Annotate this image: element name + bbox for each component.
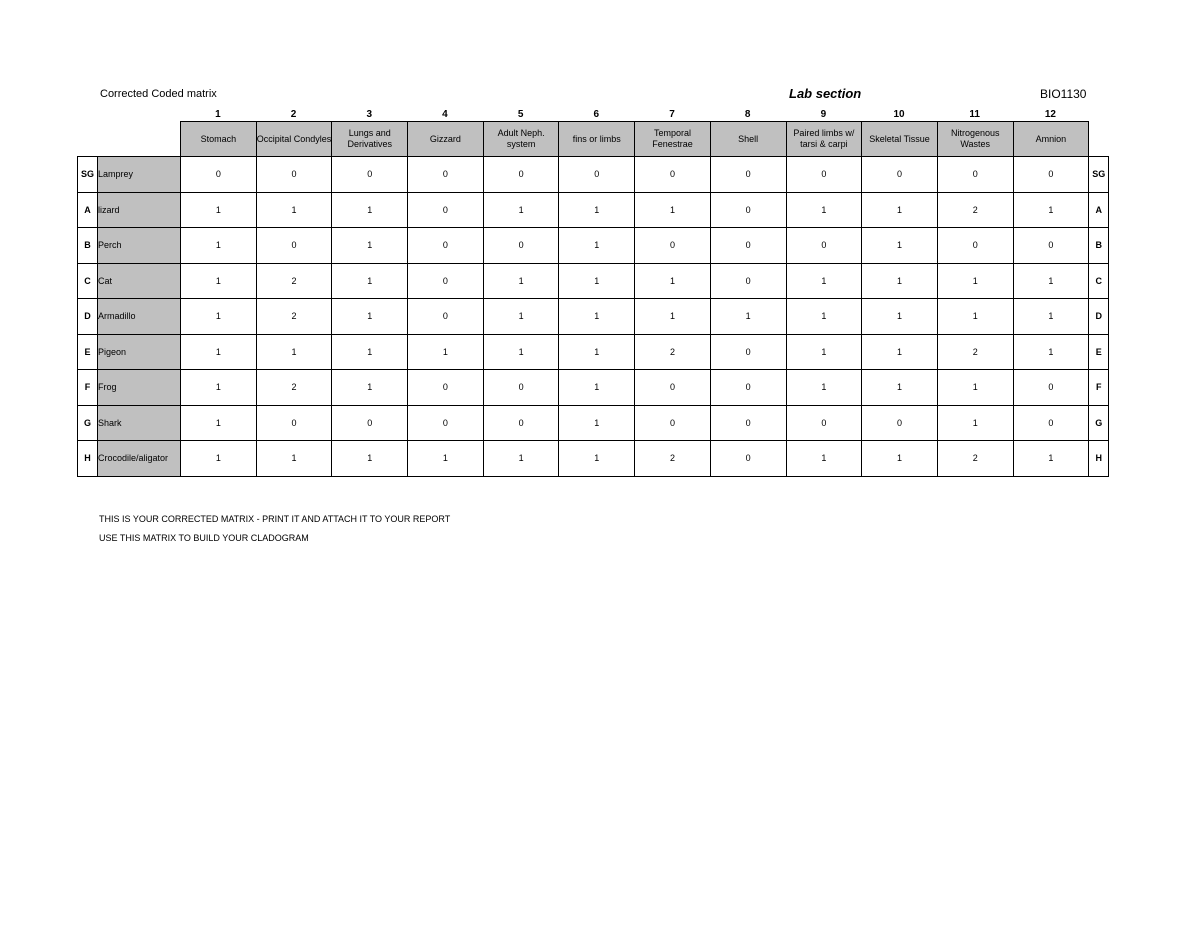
matrix-cell: 0 (635, 157, 711, 193)
taxon-code-right: A (1089, 192, 1109, 228)
character-number: 10 (893, 109, 905, 120)
matrix-cell: 0 (1013, 370, 1089, 406)
matrix-cell: 1 (786, 441, 862, 477)
matrix-cell: 0 (635, 370, 711, 406)
matrix-cell: 1 (1013, 192, 1089, 228)
matrix-cell: 1 (786, 370, 862, 406)
matrix-cell: 0 (332, 157, 408, 193)
taxon-code-left: C (78, 263, 98, 299)
taxon-code-right: B (1089, 228, 1109, 264)
character-header: Paired limbs w/ tarsi & carpi (786, 122, 862, 157)
character-number: 3 (366, 109, 372, 120)
matrix-cell: 1 (559, 334, 635, 370)
matrix-cell: 1 (483, 441, 559, 477)
matrix-cell: 1 (181, 370, 257, 406)
matrix-cell: 0 (1013, 157, 1089, 193)
matrix-cell: 0 (862, 157, 938, 193)
course-code: BIO1130 (1040, 87, 1087, 101)
matrix-cell: 0 (256, 228, 332, 264)
matrix-cell: 1 (181, 441, 257, 477)
matrix-cell: 1 (559, 192, 635, 228)
matrix-cell: 1 (559, 263, 635, 299)
taxon-code-right: D (1089, 299, 1109, 335)
matrix-cell: 0 (181, 157, 257, 193)
matrix-cell: 1 (483, 299, 559, 335)
matrix-cell: 0 (710, 192, 786, 228)
matrix-cell: 0 (332, 405, 408, 441)
taxon-code-left: H (78, 441, 98, 477)
matrix-cell: 1 (332, 228, 408, 264)
footer-instruction-print: THIS IS YOUR CORRECTED MATRIX - PRINT IT AND ATTACH IT TO YOUR REPORT (99, 514, 451, 524)
matrix-cell: 0 (635, 228, 711, 264)
matrix-cell: 1 (1013, 334, 1089, 370)
matrix-cell: 0 (786, 405, 862, 441)
matrix-cell: 0 (408, 299, 484, 335)
matrix-cell: 1 (181, 192, 257, 228)
matrix-cell: 1 (256, 192, 332, 228)
taxon-code-right: C (1089, 263, 1109, 299)
matrix-cell: 1 (862, 441, 938, 477)
taxon-name: Lamprey (98, 157, 181, 193)
matrix-cell: 0 (483, 405, 559, 441)
matrix-cell: 1 (862, 263, 938, 299)
matrix-cell: 0 (710, 370, 786, 406)
matrix-cell: 1 (483, 192, 559, 228)
taxon-code-right: H (1089, 441, 1109, 477)
matrix-cell: 1 (559, 370, 635, 406)
matrix-cell: 1 (181, 263, 257, 299)
matrix-cell: 0 (710, 228, 786, 264)
matrix-cell: 0 (786, 228, 862, 264)
character-number: 9 (820, 109, 827, 120)
matrix-cell: 2 (256, 263, 332, 299)
matrix-cell: 1 (786, 334, 862, 370)
matrix-cell: 0 (408, 192, 484, 228)
matrix-cell: 0 (256, 157, 332, 193)
character-header: Gizzard (408, 122, 484, 157)
matrix-cell: 1 (332, 263, 408, 299)
matrix-cell: 1 (256, 441, 332, 477)
footer-instruction-cladogram: USE THIS MATRIX TO BUILD YOUR CLADOGRAM (99, 533, 309, 543)
matrix-cell: 0 (1013, 405, 1089, 441)
matrix-cell: 1 (559, 299, 635, 335)
taxon-name: Shark (98, 405, 181, 441)
matrix-cell: 2 (937, 441, 1013, 477)
taxon-code-left: SG (78, 157, 98, 193)
matrix-cell: 0 (710, 157, 786, 193)
matrix-cell: 1 (181, 334, 257, 370)
matrix-cell: 1 (559, 405, 635, 441)
matrix-cell: 1 (786, 263, 862, 299)
matrix-cell: 1 (1013, 263, 1089, 299)
matrix-cell: 1 (332, 370, 408, 406)
character-number: 4 (442, 109, 448, 120)
taxon-name: Perch (98, 228, 181, 264)
table-row (78, 299, 1109, 335)
character-header: Adult Neph. system (483, 122, 559, 157)
character-header: Lungs and Derivatives (332, 122, 408, 157)
character-header: Temporal Fenestrae (635, 122, 711, 157)
matrix-cell: 2 (937, 192, 1013, 228)
table-row (78, 263, 1109, 299)
character-header: Occipital Condyles (256, 122, 332, 157)
matrix-cell: 0 (483, 228, 559, 264)
table-row (78, 157, 1109, 193)
character-number: 5 (517, 109, 524, 120)
matrix-cell: 1 (559, 228, 635, 264)
matrix-cell: 0 (710, 405, 786, 441)
matrix-cell: 0 (786, 157, 862, 193)
taxon-name: Crocodile/aligator (98, 441, 181, 477)
matrix-cell: 2 (256, 370, 332, 406)
taxon-code-left: B (78, 228, 98, 264)
matrix-cell: 1 (332, 334, 408, 370)
table-row (78, 334, 1109, 370)
matrix-cell: 1 (635, 192, 711, 228)
taxon-code-left: F (78, 370, 98, 406)
matrix-cell: 1 (1013, 299, 1089, 335)
matrix-cell: 0 (937, 157, 1013, 193)
character-header: Nitrogenous Wastes (937, 122, 1013, 157)
matrix-cell: 0 (862, 405, 938, 441)
taxon-code-right: E (1089, 334, 1109, 370)
matrix-cell: 1 (1013, 441, 1089, 477)
table-row (78, 228, 1109, 264)
matrix-cell: 1 (332, 299, 408, 335)
matrix-cell: 1 (635, 299, 711, 335)
matrix-cell: 0 (408, 370, 484, 406)
matrix-cell: 1 (786, 192, 862, 228)
character-numbers (180, 109, 1088, 120)
matrix-cell: 1 (332, 441, 408, 477)
taxon-code-right: F (1089, 370, 1109, 406)
character-header: Shell (710, 122, 786, 157)
matrix-title: Corrected Coded matrix (100, 88, 217, 100)
matrix-cell: 1 (937, 405, 1013, 441)
taxon-name: Pigeon (98, 334, 181, 370)
character-header: Stomach (181, 122, 257, 157)
matrix-cell: 1 (181, 405, 257, 441)
taxon-code-left: G (78, 405, 98, 441)
table-row (78, 370, 1109, 406)
character-number: 11 (969, 109, 980, 120)
matrix-cell: 1 (408, 441, 484, 477)
matrix-cell: 0 (635, 405, 711, 441)
matrix-cell: 1 (862, 192, 938, 228)
matrix-cell: 1 (408, 334, 484, 370)
table-row (78, 192, 1109, 228)
taxon-code-left: E (78, 334, 98, 370)
matrix-cell: 1 (635, 263, 711, 299)
matrix-cell: 1 (862, 334, 938, 370)
character-header: fins or limbs (559, 122, 635, 157)
matrix-cell: 1 (483, 263, 559, 299)
matrix-cell: 1 (937, 263, 1013, 299)
taxon-name: lizard (98, 192, 181, 228)
character-number: 7 (669, 109, 675, 120)
coded-matrix-table (77, 121, 1109, 477)
taxon-code-left: D (78, 299, 98, 335)
matrix-cell: 1 (559, 441, 635, 477)
matrix-cell: 1 (862, 370, 938, 406)
taxon-name: Frog (98, 370, 181, 406)
matrix-cell: 0 (408, 405, 484, 441)
matrix-cell: 0 (559, 157, 635, 193)
character-number: 8 (744, 109, 751, 120)
matrix-cell: 1 (483, 334, 559, 370)
matrix-cell: 0 (710, 263, 786, 299)
taxon-name: Armadillo (98, 299, 181, 335)
matrix-cell: 2 (635, 334, 711, 370)
taxon-code-left: A (78, 192, 98, 228)
character-number: 2 (290, 109, 297, 120)
matrix-cell: 1 (181, 299, 257, 335)
matrix-cell: 1 (937, 370, 1013, 406)
matrix-cell: 1 (181, 228, 257, 264)
matrix-cell: 2 (635, 441, 711, 477)
matrix-cell: 0 (1013, 228, 1089, 264)
matrix-cell: 1 (862, 299, 938, 335)
character-header: Amnion (1013, 122, 1089, 157)
character-number: 1 (215, 109, 221, 120)
matrix-cell: 1 (710, 299, 786, 335)
matrix-cell: 0 (256, 405, 332, 441)
taxon-code-right: SG (1089, 157, 1109, 193)
matrix-cell: 0 (483, 157, 559, 193)
matrix-cell: 0 (408, 157, 484, 193)
matrix-cell: 0 (710, 334, 786, 370)
character-header: Skeletal Tissue (862, 122, 938, 157)
matrix-cell: 1 (862, 228, 938, 264)
matrix-cell: 0 (483, 370, 559, 406)
matrix-cell: 0 (710, 441, 786, 477)
matrix-cell: 2 (937, 334, 1013, 370)
character-number: 12 (1044, 109, 1056, 120)
matrix-cell: 0 (408, 228, 484, 264)
matrix-cell: 1 (256, 334, 332, 370)
character-number: 6 (593, 109, 600, 120)
matrix-cell: 0 (937, 228, 1013, 264)
matrix-cell: 2 (256, 299, 332, 335)
taxon-code-right: G (1089, 405, 1109, 441)
matrix-cell: 1 (786, 299, 862, 335)
character-header-row (78, 122, 1109, 157)
matrix-cell: 0 (408, 263, 484, 299)
table-row (78, 441, 1109, 477)
taxon-name: Cat (98, 263, 181, 299)
matrix-cell: 1 (332, 192, 408, 228)
lab-section-label: Lab section (789, 86, 862, 101)
table-row (78, 405, 1109, 441)
matrix-cell: 1 (937, 299, 1013, 335)
